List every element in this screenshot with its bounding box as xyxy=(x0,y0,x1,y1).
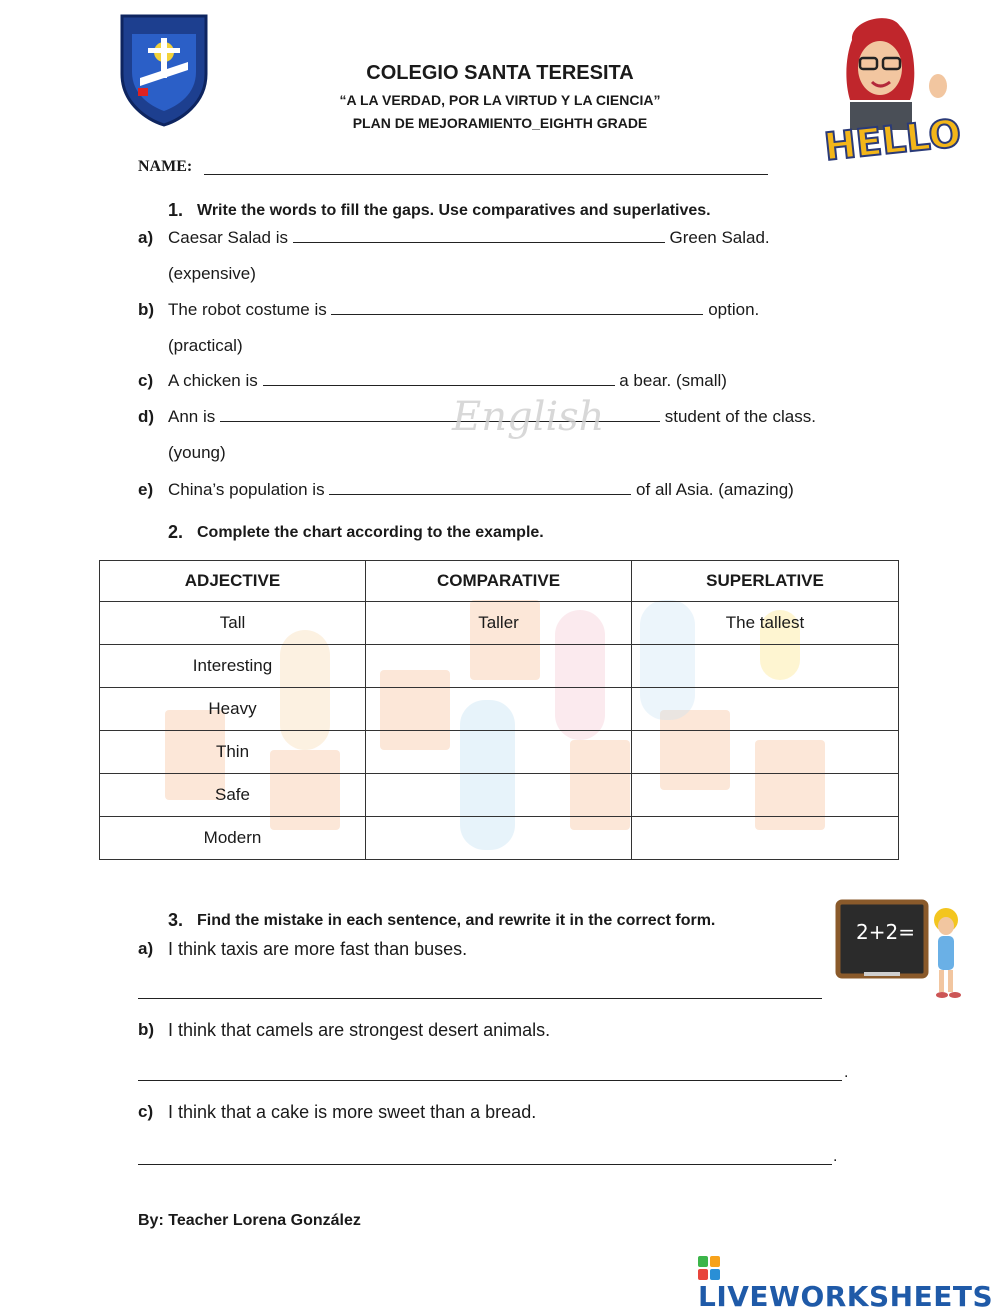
item-3c-letter: c) xyxy=(138,1102,154,1121)
item-1e-before: China’s population is xyxy=(168,480,325,499)
answer-period: . xyxy=(833,1148,838,1165)
author-credit: By: Teacher Lorena González xyxy=(138,1212,361,1229)
item-1b-hint: (practical) xyxy=(168,336,243,355)
item-1c-after: a bear. (small) xyxy=(619,371,727,390)
name-label: NAME: xyxy=(138,158,193,175)
cell-adjective: Modern xyxy=(100,817,366,860)
item-1a-text xyxy=(168,228,770,248)
section3-instruction: Find the mistake in each sentence, and rewrite it in the correct form. xyxy=(197,912,716,929)
item-3a-letter: a) xyxy=(138,939,154,958)
school-motto: “A LA VERDAD, POR LA VIRTUD Y LA CIENCIA” xyxy=(339,92,661,108)
cell-adjective: Interesting xyxy=(100,645,366,688)
item-3c-text: I think that a cake is more sweet than a bread. xyxy=(168,1102,537,1122)
item-3a-text: I think taxis are more fast than buses. xyxy=(168,939,468,959)
chalkboard-text: 2+2= xyxy=(856,920,915,944)
item-1e-after: of all Asia. (amazing) xyxy=(636,480,794,499)
cell-adjective: Safe xyxy=(100,774,366,817)
item-1e-letter: e) xyxy=(138,480,154,499)
school-name: COLEGIO SANTA TERESITA xyxy=(366,62,634,84)
cell-superlative-input[interactable] xyxy=(632,774,899,817)
answer-line-3b[interactable] xyxy=(138,1064,842,1081)
item-1c-before: A chicken is xyxy=(168,371,258,390)
cell-comparative-input[interactable] xyxy=(366,774,632,817)
section2-instruction: Complete the chart according to the example. xyxy=(197,524,544,541)
item-1b-before: The robot costume is xyxy=(168,300,327,319)
table-row xyxy=(100,645,899,688)
item-1a-letter: a) xyxy=(138,228,154,247)
item-1e-text xyxy=(168,480,794,500)
comparison-chart xyxy=(99,560,899,860)
section3-number: 3. xyxy=(168,910,184,930)
cell-adjective: Heavy xyxy=(100,688,366,731)
item-1d-before: Ann is xyxy=(168,407,216,426)
cell-adjective: Thin xyxy=(100,731,366,774)
answer-line-3a[interactable] xyxy=(138,982,822,999)
item-1a-after: Green Salad. xyxy=(669,228,770,247)
item-1d-hint: (young) xyxy=(168,443,226,462)
table-row xyxy=(100,602,899,645)
cell-comparative-input[interactable] xyxy=(366,688,632,731)
chart-header-row xyxy=(100,561,899,602)
section1-number: 1. xyxy=(168,200,184,220)
item-1b-blank[interactable] xyxy=(331,300,703,315)
english-watermark: English xyxy=(452,394,605,440)
answer-period: . xyxy=(844,1064,849,1081)
table-row xyxy=(100,731,899,774)
cell-comparative-input[interactable] xyxy=(366,817,632,860)
teacher-avatar xyxy=(820,10,965,170)
section1-instruction: Write the words to fill the gaps. Use comparatives and superlatives. xyxy=(197,202,711,219)
item-1d-letter: d) xyxy=(138,407,155,426)
school-logo xyxy=(118,12,210,127)
cell-superlative-input[interactable] xyxy=(632,817,899,860)
table-row xyxy=(100,688,899,731)
item-1d-after: student of the class. xyxy=(664,407,816,426)
item-1c-text xyxy=(168,371,727,391)
item-1c-blank[interactable] xyxy=(263,371,615,386)
liveworksheets-brand: LIVEWORKSHEETS xyxy=(698,1280,994,1313)
item-3b-letter: b) xyxy=(138,1020,155,1039)
item-1b-after: option. xyxy=(708,300,760,319)
item-1a-blank[interactable] xyxy=(293,228,665,243)
item-1a-before: Caesar Salad is xyxy=(168,228,289,247)
answer-line-3c[interactable] xyxy=(138,1148,832,1165)
chalkboard-illustration xyxy=(834,898,974,1008)
cell-superlative-input[interactable] xyxy=(632,645,899,688)
cell-comparative-input[interactable] xyxy=(366,645,632,688)
cell-comparative: Taller xyxy=(366,602,632,645)
liveworksheets-icon xyxy=(698,1256,720,1280)
cell-adjective: Tall xyxy=(100,602,366,645)
item-1c-letter: c) xyxy=(138,371,154,390)
item-1b-letter: b) xyxy=(138,300,155,319)
item-1e-blank[interactable] xyxy=(329,480,631,495)
plan-title: PLAN DE MEJORAMIENTO_EIGHTH GRADE xyxy=(352,115,648,131)
table-row xyxy=(100,774,899,817)
header-comparative: COMPARATIVE xyxy=(366,561,632,602)
item-1b-text xyxy=(168,300,759,320)
header-superlative: SUPERLATIVE xyxy=(632,561,899,602)
liveworksheets-logo xyxy=(698,1256,1000,1313)
header-adjective: ADJECTIVE xyxy=(100,561,366,602)
cell-superlative: The tallest xyxy=(632,602,899,645)
section2-number: 2. xyxy=(168,522,184,542)
item-1a-hint: (expensive) xyxy=(168,264,256,283)
name-input-line[interactable] xyxy=(204,158,768,175)
cell-comparative-input[interactable] xyxy=(366,731,632,774)
cell-superlative-input[interactable] xyxy=(632,731,899,774)
hello-text: HELLO xyxy=(822,110,964,170)
cell-superlative-input[interactable] xyxy=(632,688,899,731)
table-row xyxy=(100,817,899,860)
item-3b-text: I think that camels are strongest desert animals. xyxy=(168,1020,551,1040)
